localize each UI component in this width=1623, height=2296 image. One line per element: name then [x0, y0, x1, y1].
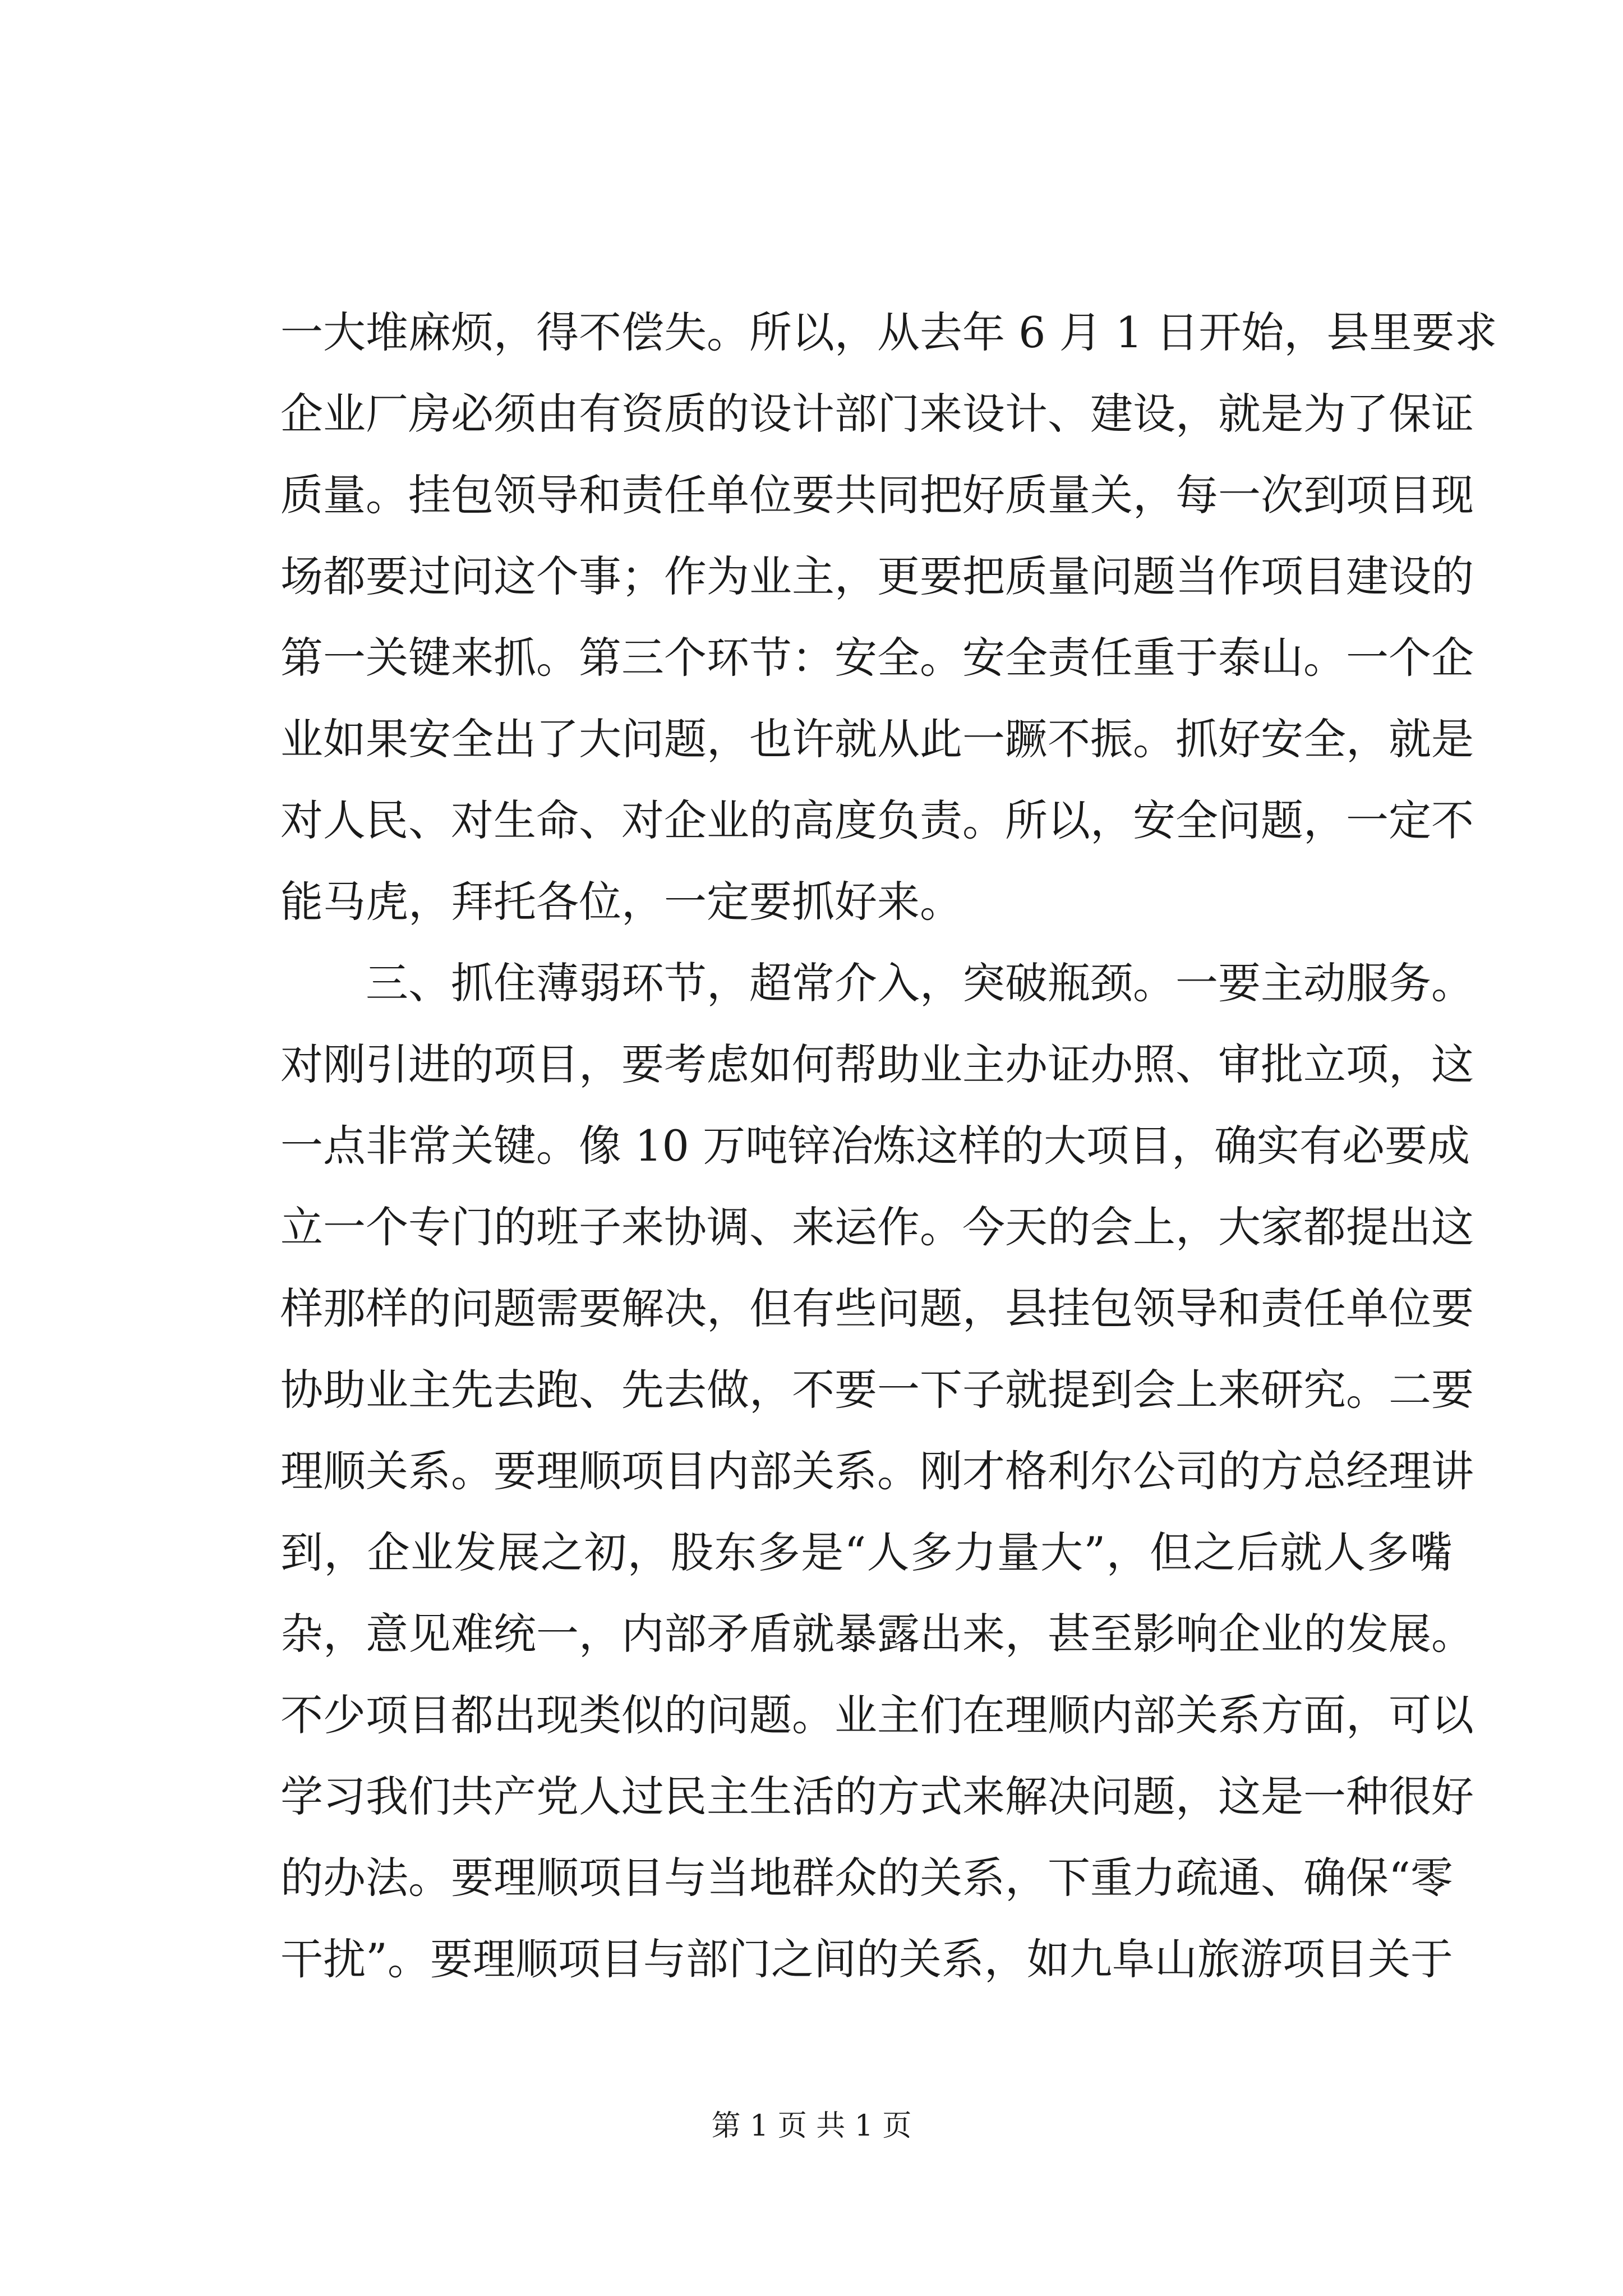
- text-line-9: 三、抓住薄弱环节，超常介入，突破瓶颈。一要主动服务。: [280, 958, 1474, 1008]
- text-line-11: 一点非常关键。像 10 万吨锌冶炼这样的大项目，确实有必要成: [280, 1121, 1470, 1171]
- text-line-15: 理顺关系。要理顺项目内部关系。刚才格利尔公司的方总经理讲: [280, 1446, 1474, 1496]
- text-line-8: 能马虎，拜托各位，一定要抓好来。: [280, 877, 962, 927]
- page-footer: 第 1 页 共 1 页: [711, 2109, 912, 2143]
- text-line-1: 一大堆麻烦，得不偿失。所以，从去年 6 月 1 日开始，县里要求: [280, 307, 1497, 357]
- text-line-13: 样那样的问题需要解决，但有些问题，县挂包领导和责任单位要: [280, 1283, 1474, 1333]
- text-line-2: 企业厂房必须由有资质的设计部门来设计、建设，就是为了保证: [280, 389, 1474, 439]
- text-line-6: 业如果安全出了大问题，也许就从此一蹶不振。抓好安全，就是: [280, 714, 1474, 764]
- text-line-17: 杂，意见难统一，内部矛盾就暴露出来，甚至影响企业的发展。: [280, 1609, 1474, 1659]
- text-line-5: 第一关键来抓。第三个环节：安全。安全责任重于泰山。一个企: [280, 633, 1474, 683]
- text-line-18: 不少项目都出现类似的问题。业主们在理顺内部关系方面，可以: [280, 1690, 1474, 1740]
- text-line-19: 学习我们共产党人过民主生活的方式来解决问题，这是一种很好: [280, 1772, 1474, 1821]
- text-line-7: 对人民、对生命、对企业的高度负责。所以，安全问题，一定不: [280, 795, 1474, 845]
- text-line-16: 到，企业发展之初，股东多是“人多力量大”，但之后就人多嘴: [280, 1527, 1453, 1577]
- text-line-12: 立一个专门的班子来协调、来运作。今天的会上，大家都提出这: [280, 1202, 1474, 1252]
- text-line-20: 的办法。要理顺项目与当地群众的关系，下重力疏通、确保“零: [280, 1853, 1453, 1903]
- text-line-4: 场都要过问这个事；作为业主，更要把质量问题当作项目建设的: [280, 551, 1474, 601]
- body-text: [280, 292, 1497, 2000]
- text-line-3: 质量。挂包领导和责任单位要共同把好质量关，每一次到项目现: [280, 470, 1474, 520]
- text-line-21: 干扰”。要理顺项目与部门之间的关系，如九阜山旅游项目关于: [280, 1934, 1453, 1984]
- text-line-14: 协助业主先去跑、先去做，不要一下子就提到会上来研究。二要: [280, 1365, 1474, 1415]
- text-line-10: 对刚引进的项目，要考虑如何帮助业主办证办照、审批立项，这: [280, 1039, 1474, 1089]
